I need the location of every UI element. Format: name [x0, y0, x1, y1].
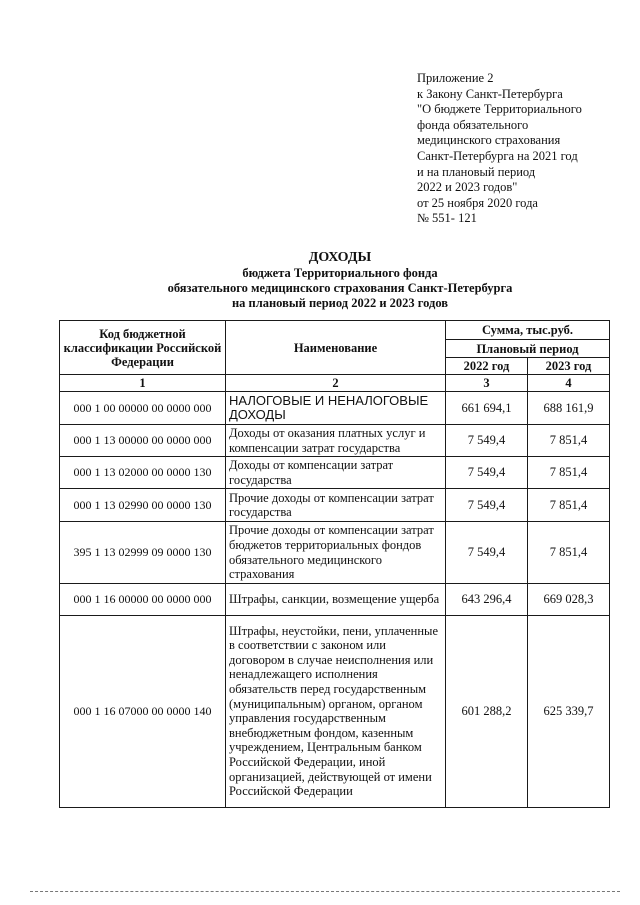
- row-value-2022: 7 549,4: [446, 522, 528, 583]
- row-value-2023: 669 028,3: [528, 583, 610, 615]
- appendix-line: "О бюджете Территориального: [417, 102, 582, 117]
- row-name: Прочие доходы от компенсации затрат бюджетов территориальных фондов обязательного медицинского страхования: [226, 522, 446, 583]
- appendix-line: № 551- 121: [417, 211, 477, 226]
- row-code: 000 1 16 07000 00 0000 140: [60, 615, 226, 807]
- row-value-2022: 643 296,4: [446, 583, 528, 615]
- row-name: Доходы от оказания платных услуг и компенсации затрат государства: [226, 425, 446, 457]
- header-row: [60, 321, 610, 340]
- row-value-2022: 7 549,4: [446, 457, 528, 489]
- title-line: на плановый период 2022 и 2023 годов: [231, 296, 449, 310]
- title-main: ДОХОДЫ: [308, 250, 372, 265]
- appendix-block: [417, 71, 632, 227]
- table-row: [60, 522, 610, 583]
- row-value-2022: 661 694,1: [446, 392, 528, 425]
- table-row: [60, 392, 610, 425]
- row-value-2022: 601 288,2: [446, 615, 528, 807]
- row-code: 000 1 16 00000 00 0000 000: [60, 583, 226, 615]
- col-number: 4: [528, 375, 610, 392]
- appendix-line: к Закону Санкт-Петербурга: [417, 86, 563, 101]
- appendix-line: Санкт-Петербурга на 2021 год: [417, 148, 578, 163]
- col-number: 3: [446, 375, 528, 392]
- row-code: 395 1 13 02999 09 0000 130: [60, 522, 226, 583]
- row-name: Доходы от компенсации затрат государства: [226, 457, 446, 489]
- header-code: Код бюджетной классификации Российской Федерации: [60, 321, 226, 375]
- title-line: обязательного медицинского страхования Санкт-Петербурга: [167, 281, 513, 295]
- table-row: [60, 583, 610, 615]
- table-row: [60, 425, 610, 457]
- appendix-line: от 25 ноября 2020 года: [417, 195, 538, 210]
- row-name: НАЛОГОВЫЕ И НЕНАЛОГОВЫЕ ДОХОДЫ: [226, 392, 446, 425]
- table-row: [60, 615, 610, 807]
- header-name: Наименование: [226, 321, 446, 375]
- table-row: [60, 489, 610, 522]
- row-value-2023: 688 161,9: [528, 392, 610, 425]
- appendix-line: Приложение 2: [417, 71, 494, 85]
- document-title: [40, 250, 640, 311]
- col-number: 2: [226, 375, 446, 392]
- header-sum: Сумма, тыс.руб.: [446, 321, 610, 340]
- header-year-2022: 2022 год: [446, 358, 528, 375]
- row-value-2022: 7 549,4: [446, 489, 528, 522]
- row-name: Штрафы, неустойки, пени, уплаченные в соответствии с законом или договором в случае неисполнения или ненадлежащего исполнения обязательств перед государственным (муниципальным) органом, органом управления государственным внебюджетным фондом, казенным учреждением, Центральным банком Российской Федерации, иной организацией, действующей от имени Российской Федерации: [226, 615, 446, 807]
- row-code: 000 1 13 02990 00 0000 130: [60, 489, 226, 522]
- title-line: бюджета Территориального фонда: [242, 266, 438, 280]
- revenue-table: [59, 320, 610, 808]
- col-number: 1: [60, 375, 226, 392]
- row-value-2023: 625 339,7: [528, 615, 610, 807]
- row-value-2023: 7 851,4: [528, 457, 610, 489]
- appendix-line: и на плановый период: [417, 164, 536, 179]
- appendix-line: фонда обязательного: [417, 117, 529, 132]
- column-number-row: [60, 375, 610, 392]
- row-value-2023: 7 851,4: [528, 425, 610, 457]
- row-code: 000 1 00 00000 00 0000 000: [60, 392, 226, 425]
- row-value-2023: 7 851,4: [528, 489, 610, 522]
- header-period: Плановый период: [446, 340, 610, 358]
- row-name: Прочие доходы от компенсации затрат государства: [226, 489, 446, 522]
- scan-artifact-line: [30, 891, 620, 894]
- appendix-line: медицинского страхования: [417, 133, 561, 148]
- row-code: 000 1 13 00000 00 0000 000: [60, 425, 226, 457]
- row-value-2022: 7 549,4: [446, 425, 528, 457]
- row-code: 000 1 13 02000 00 0000 130: [60, 457, 226, 489]
- appendix-line: 2022 и 2023 годов": [417, 180, 518, 195]
- row-name: Штрафы, санкции, возмещение ущерба: [226, 583, 446, 615]
- header-year-2023: 2023 год: [528, 358, 610, 375]
- row-value-2023: 7 851,4: [528, 522, 610, 583]
- table-row: [60, 457, 610, 489]
